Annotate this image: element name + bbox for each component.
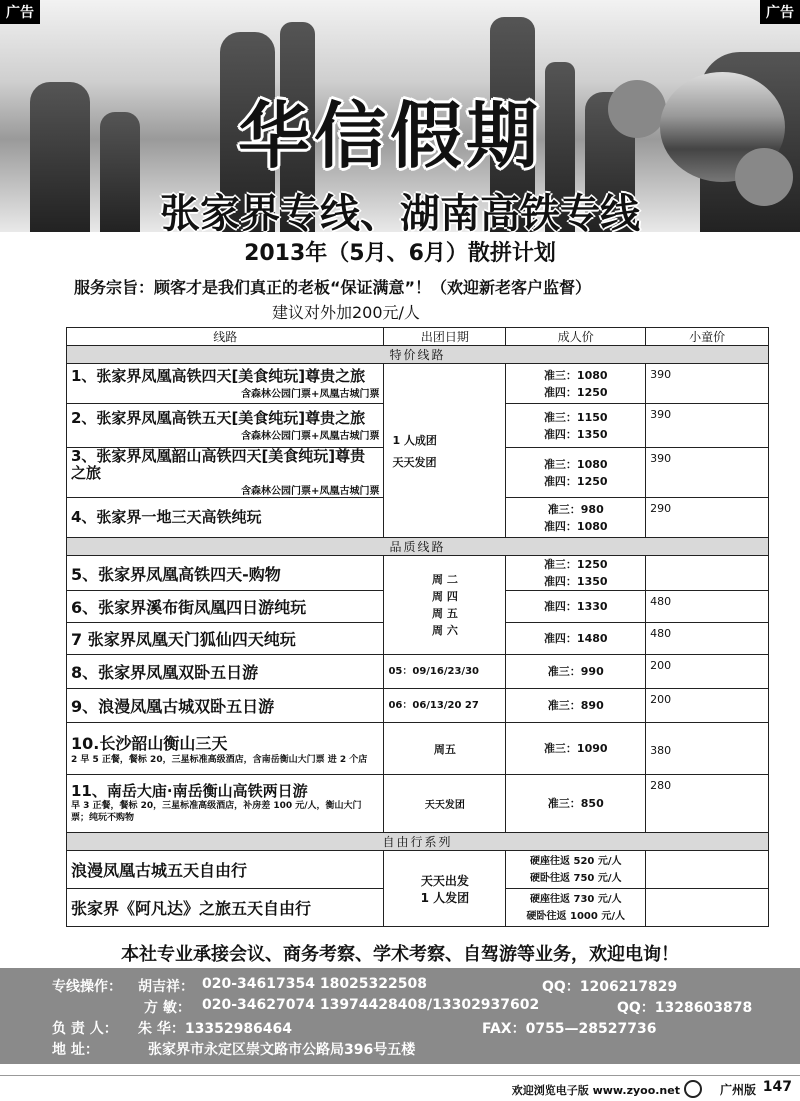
- price: 准四：1330: [506, 591, 646, 623]
- route-name: 5、张家界凤凰高铁四天-购物: [67, 556, 384, 591]
- route-name: 10.长沙韶山衡山三天: [71, 734, 228, 753]
- price: 准四：1250: [543, 385, 608, 399]
- ad-tag-left: 广告: [0, 0, 40, 24]
- manager-label: 负 责 人：: [52, 1021, 118, 1037]
- route-note: 2 早 5 正餐，餐标 20，三星标准高级酒店，含南岳衡山大门票 进 2 个店: [71, 755, 368, 765]
- day-label: 周 四: [431, 590, 458, 603]
- child-price: 280: [646, 775, 769, 833]
- ad-tag-right: 广告: [760, 0, 800, 24]
- route-note: 早 3 正餐，餐标 20，三星标准高级酒店，补房差 100 元/人，衡山大门票；纯玩不购物: [71, 801, 362, 823]
- contact-name: 胡吉祥：: [138, 979, 194, 995]
- page-footer: [0, 1075, 800, 1101]
- day-label: 周 二: [431, 573, 458, 586]
- price-note: 建议对外加200元/人: [272, 303, 420, 322]
- price: 准四：1250: [543, 474, 608, 488]
- brand-subtitle: 张家界专线、湖南高铁专线: [160, 190, 640, 237]
- brand-title: 华信假期: [237, 93, 542, 178]
- table-row: [67, 655, 769, 689]
- address-label: 地 址：: [52, 1042, 99, 1058]
- section-special: 特价线路: [67, 346, 769, 364]
- price: 准四：1080: [543, 519, 608, 533]
- route-include: 含森林公园门票+凤凰古城门票: [241, 430, 380, 442]
- header-date: 出团日期: [384, 328, 506, 346]
- section-quality: 品质线路: [67, 538, 769, 556]
- price: 准四：1350: [543, 427, 608, 441]
- date-note: 1 人成团: [392, 433, 437, 447]
- child-price: 200: [646, 655, 769, 689]
- route-name: 7 张家界凤凰天门狐仙四天纯玩: [67, 623, 384, 655]
- route-name: 浪漫凤凰古城五天自由行: [67, 851, 384, 889]
- ops-label: 专线操作：: [52, 979, 122, 995]
- address: 张家界市永定区崇文路市公路局396号五楼: [148, 1042, 416, 1058]
- plan-heading: 2013年（5月、6月）散拼计划: [244, 241, 556, 266]
- price: 准三：1150: [543, 410, 608, 424]
- manager-contact: 朱 华：13352986464: [138, 1021, 293, 1037]
- child-price: 390: [646, 364, 769, 404]
- price: 准三：990: [506, 655, 646, 689]
- date-note: 天天发团: [384, 775, 506, 833]
- date-note: 天天发团: [392, 455, 437, 469]
- child-price: 380: [646, 723, 769, 775]
- price: 准四：1350: [543, 575, 608, 588]
- child-price: 200: [646, 689, 769, 723]
- price: 硬卧往返 750 元/人: [530, 872, 622, 884]
- child-price: 390: [646, 448, 769, 498]
- header-route: 线路: [67, 328, 384, 346]
- table-row: [67, 689, 769, 723]
- price: 硬座往返 730 元/人: [530, 893, 622, 905]
- table-row: [67, 723, 769, 775]
- price: 准三：1080: [543, 368, 608, 382]
- day-label: 周 五: [431, 607, 458, 620]
- price: 准三：1090: [506, 723, 646, 775]
- table-header: [67, 328, 769, 346]
- header-adult: 成人价: [506, 328, 646, 346]
- child-price: 480: [646, 591, 769, 623]
- day-label: 周 六: [431, 624, 458, 637]
- price: 准三：980: [547, 502, 604, 516]
- contact-phone: 020-34617354 18025322508: [202, 976, 427, 992]
- contact-phone: 020-34627074 13974428408/13302937602: [202, 997, 540, 1013]
- price: 准三：1250: [543, 558, 608, 571]
- child-price: 390: [646, 404, 769, 448]
- header-child: 小童价: [646, 328, 769, 346]
- price: 硬座往返 520 元/人: [530, 855, 622, 867]
- price: 硬卧往返 1000 元/人: [526, 910, 625, 922]
- contact-qq: QQ：1206217829: [542, 979, 678, 995]
- fax-number: FAX：0755—28527736: [482, 1021, 657, 1037]
- table-row: [67, 364, 769, 404]
- service-motto: 服务宗旨：顾客才是我们真正的老板“保证满意”！（欢迎新老客户监督）: [74, 278, 592, 297]
- child-price: [646, 556, 769, 591]
- page-number: 147: [762, 1079, 792, 1095]
- date-note: 天天出发: [420, 873, 469, 888]
- price: 准三：850: [506, 775, 646, 833]
- business-slogan: 本社专业承接会议、商务考察、学术考察、自驾游等业务，欢迎电询！: [121, 944, 679, 965]
- route-name: 11、南岳大庙·南岳衡山高铁两日游: [71, 782, 308, 800]
- price: 准三：890: [506, 689, 646, 723]
- date-note: 周五: [384, 723, 506, 775]
- table-row: [67, 556, 769, 591]
- route-table: [66, 327, 769, 927]
- route-name: 9、浪漫凤凰古城双卧五日游: [67, 689, 384, 723]
- child-price: 480: [646, 623, 769, 655]
- route-name: 3、张家界凤凰韶山高铁四天[美食纯玩]尊贵之旅: [71, 447, 366, 482]
- route-name: 张家界《阿凡达》之旅五天自由行: [67, 889, 384, 927]
- date-note: 06：06/13/20 27: [384, 689, 506, 723]
- route-name: 2、张家界凤凰高铁五天[美食纯玩]尊贵之旅: [71, 408, 366, 427]
- contact-panel: [0, 968, 800, 1064]
- route-include: 含森林公园门票+凤凰古城门票: [241, 388, 380, 400]
- child-price: 290: [646, 498, 769, 538]
- route-name: 6、张家界溪布街凤凰四日游纯玩: [67, 591, 384, 623]
- date-note: 1 人发团: [420, 890, 470, 905]
- contact-qq: QQ：1328603878: [617, 1000, 753, 1016]
- contact-name: 方 敏：: [144, 1000, 191, 1016]
- table-row: [67, 775, 769, 833]
- price: 准四：1480: [506, 623, 646, 655]
- price: 准三：1080: [543, 457, 608, 471]
- date-note: 05：09/16/23/30: [384, 655, 506, 689]
- route-name: 1、张家界凤凰高铁四天[美食纯玩]尊贵之旅: [71, 366, 366, 385]
- publisher-logo-icon: [684, 1080, 702, 1098]
- route-name: 4、张家界一地三天高铁纯玩: [71, 508, 262, 526]
- route-include: 含森林公园门票+凤凰古城门票: [241, 486, 380, 497]
- table-row: [67, 851, 769, 889]
- footer-site: 欢迎浏览电子版 www.zyoo.net: [511, 1084, 680, 1097]
- section-free: 自由行系列: [67, 833, 769, 851]
- edition-label: 广州版: [719, 1083, 756, 1097]
- route-name: 8、张家界凤凰双卧五日游: [67, 655, 384, 689]
